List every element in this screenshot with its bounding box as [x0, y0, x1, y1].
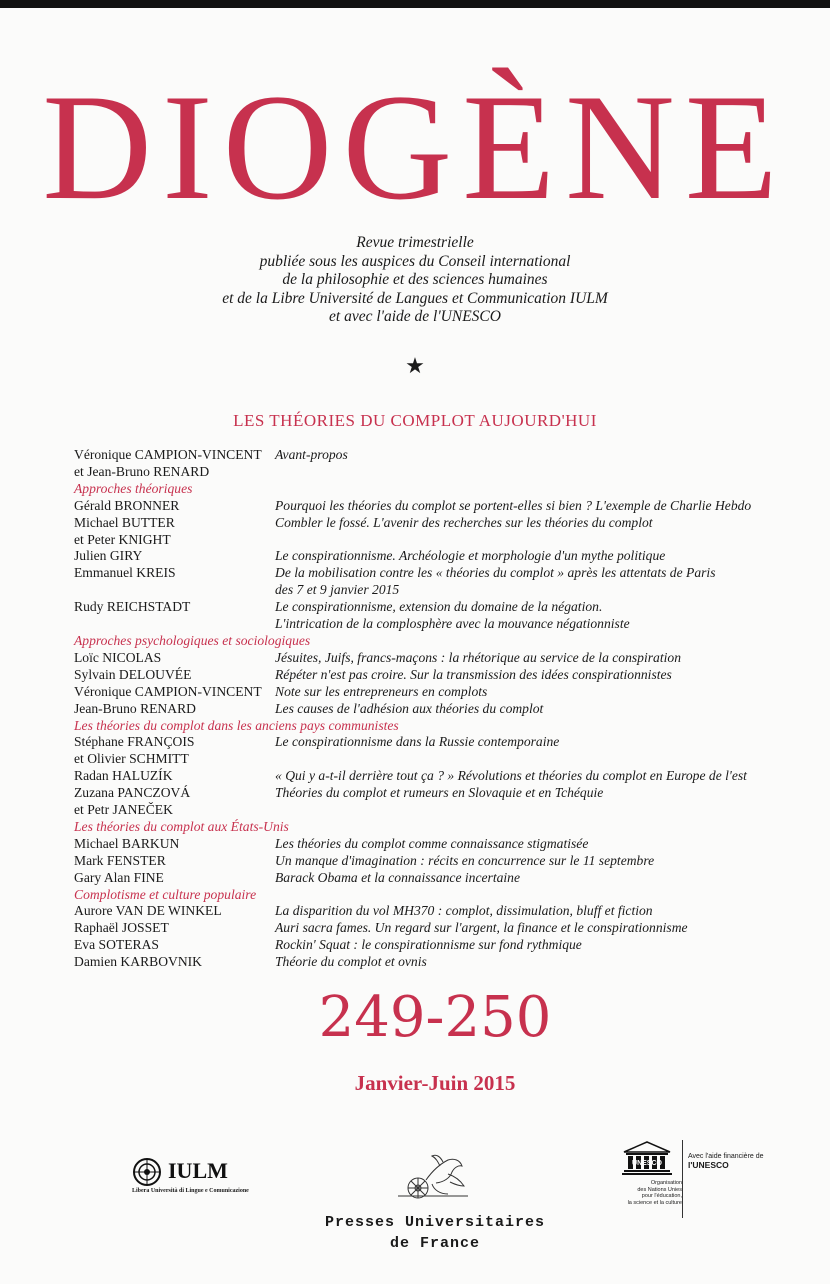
- toc-article-title: [275, 684, 487, 701]
- toc-article-title: [275, 903, 653, 920]
- publisher-line: de France: [389, 1235, 480, 1252]
- toc-article-title: [275, 599, 630, 633]
- toc-authors: [74, 565, 275, 599]
- toc-author-line: Aurore VAN DE WINKEL: [74, 903, 222, 919]
- unesco-aid-line: Avec l'aide financière de: [688, 1153, 764, 1160]
- toc-title-line: La disparition du vol MH370 : complot, dissimulation, bluff et fiction: [275, 903, 653, 919]
- toc-author-line: Michael BUTTER: [74, 514, 175, 530]
- toc-entry: [74, 903, 814, 920]
- toc-article-title: [275, 565, 716, 599]
- issue-date: Janvier-Juin 2015: [354, 1071, 516, 1095]
- unesco-logo: [612, 1140, 782, 1220]
- star-ornament: ★: [405, 353, 425, 378]
- toc-authors: [74, 599, 275, 633]
- toc-authors: [74, 870, 275, 887]
- toc-author-line: et Jean-Bruno RENARD: [74, 463, 210, 479]
- toc-entry: [74, 447, 814, 481]
- toc-entry: [74, 734, 814, 768]
- toc-title-line: Pourquoi les théories du complot se portent-elles si bien ? L'exemple de Charlie Hebdo: [275, 497, 752, 513]
- toc-entry: [74, 565, 814, 599]
- toc-authors: [74, 954, 275, 971]
- unesco-divider: [682, 1140, 683, 1218]
- subtitle-line: et de la Libre Université de Langues et Communication IULM: [222, 289, 608, 307]
- toc-title-line: De la mobilisation contre les « théories du complot » après les attentats de Paris: [275, 565, 716, 581]
- subtitle-line: de la philosophie et des sciences humaines: [282, 271, 548, 288]
- toc-authors: [74, 768, 275, 785]
- toc-author-line: Julien GIRY: [74, 548, 143, 564]
- toc-authors: [74, 515, 275, 549]
- toc-title-line: « Qui y a-t-il derrière tout ça ? » Révolutions et théories du complot en Europe de l'est: [275, 768, 747, 784]
- toc-entry: [74, 701, 814, 718]
- iulm-logo: [132, 1157, 272, 1197]
- toc-authors: [74, 785, 275, 819]
- toc-entry: [74, 650, 814, 667]
- toc-authors: [74, 684, 275, 701]
- toc-title-line: Le conspirationnisme. Archéologie et morphologie d'un mythe politique: [275, 548, 666, 564]
- issue-number: 249-250: [318, 985, 552, 1050]
- unesco-temple-icon: [622, 1140, 672, 1176]
- toc-article-title: [275, 836, 588, 853]
- toc-section-heading: Approches psychologiques et sociologiques: [74, 632, 311, 648]
- toc-authors: [74, 701, 275, 718]
- toc-authors: [74, 937, 275, 954]
- toc-authors: [74, 853, 275, 870]
- toc-title-line: Rockin' Squat : le conspirationnisme sur fond rythmique: [275, 937, 582, 953]
- toc-author-line: Gary Alan FINE: [74, 869, 164, 885]
- toc-authors: [74, 667, 275, 684]
- toc-author-line: Raphaël JOSSET: [74, 920, 169, 936]
- unesco-org-line: la science et la culture: [627, 1199, 682, 1206]
- unesco-aid-name: l'UNESCO: [688, 1160, 729, 1170]
- toc-section-heading: Les théories du complot dans les anciens pays communistes: [74, 717, 399, 733]
- toc-title-line: Auri sacra fames. Un regard sur l'argent, la finance et le conspirationnisme: [275, 920, 688, 936]
- subtitle-line: publiée sous les auspices du Conseil international: [259, 252, 571, 270]
- toc-title-line: Barack Obama et la connaissance incertaine: [275, 869, 521, 885]
- toc-author-line: Véronique CAMPION-VINCENT: [74, 447, 262, 462]
- toc-author-line: et Petr JANEČEK: [74, 802, 173, 818]
- unesco-org-line: des Nations Unies: [637, 1186, 682, 1193]
- toc-author-line: Stéphane FRANÇOIS: [74, 734, 195, 750]
- table-of-contents: [74, 447, 814, 971]
- toc-author-line: Véronique CAMPION-VINCENT: [74, 683, 262, 699]
- toc-entry: [74, 548, 814, 565]
- toc-title-line: des 7 et 9 janvier 2015: [275, 582, 400, 598]
- toc-author-line: Gérald BRONNER: [74, 497, 180, 513]
- toc-title-line: Les théories du complot comme connaissance stigmatisée: [275, 835, 589, 851]
- toc-author-line: Michael BARKUN: [74, 835, 180, 851]
- toc-title-line: Jésuites, Juifs, francs-maçons : la rhétorique au service de la conspiration: [275, 649, 681, 665]
- toc-author-line: et Olivier SCHMITT: [74, 751, 189, 767]
- toc-authors: [74, 548, 275, 565]
- publisher-line: Presses Universitaires: [324, 1214, 546, 1231]
- iulm-emblem-icon: [132, 1157, 162, 1187]
- subtitle-line: Revue trimestrielle: [356, 234, 474, 251]
- toc-author-line: Damien KARBOVNIK: [74, 954, 202, 970]
- toc-article-title: [275, 920, 688, 937]
- issue-theme: LES THÉORIES DU COMPLOT AUJOURD'HUI: [233, 411, 597, 430]
- toc-section-heading: Complotisme et culture populaire: [74, 886, 257, 902]
- toc-article-title: [275, 515, 653, 549]
- toc-title-line: Note sur les entrepreneurs en complots: [275, 683, 488, 699]
- toc-entry: [74, 836, 814, 853]
- toc-title-line: Le conspirationnisme, extension du domaine de la négation.: [275, 599, 603, 615]
- toc-author-line: Emmanuel KREIS: [74, 565, 176, 581]
- toc-article-title: [275, 667, 672, 684]
- unesco-org-line: pour l'éducation,: [641, 1193, 682, 1199]
- iulm-name: IULM: [168, 1158, 228, 1183]
- toc-title-line: Le conspirationnisme dans la Russie contemporaine: [275, 734, 560, 750]
- toc-author-line: Rudy REICHSTADT: [74, 599, 191, 615]
- toc-article-title: [275, 701, 543, 718]
- toc-entry: [74, 498, 814, 515]
- toc-article-title: [275, 498, 751, 515]
- journal-title: DIOGÈNE: [42, 63, 788, 231]
- toc-article-title: [275, 768, 747, 785]
- toc-authors: [74, 650, 275, 667]
- toc-article-title: [275, 650, 681, 667]
- toc-article-title: [275, 785, 603, 819]
- toc-authors: [74, 734, 275, 768]
- toc-author-line: Mark FENSTER: [74, 852, 166, 868]
- toc-title-line: Théorie du complot et ovnis: [275, 954, 427, 970]
- toc-authors: [74, 920, 275, 937]
- toc-author-line: Zuzana PANCZOVÁ: [74, 785, 191, 801]
- unesco-mark: UNESCO: [632, 1160, 662, 1167]
- toc-article-title: [275, 870, 520, 887]
- toc-article-title: [275, 937, 582, 954]
- toc-entry: [74, 599, 814, 633]
- toc-title-line: Combler le fossé. L'avenir des recherches sur les théories du complot: [275, 514, 653, 530]
- iulm-subtitle: Libera Università di Lingue e Comunicazione: [132, 1188, 249, 1194]
- toc-entry: [74, 954, 814, 971]
- puf-emblem-icon: [388, 1150, 478, 1202]
- toc-entry: [74, 667, 814, 684]
- toc-author-line: Sylvain DELOUVÉE: [74, 666, 192, 682]
- toc-entry: [74, 937, 814, 954]
- toc-section-heading: Les théories du complot aux États-Unis: [74, 818, 289, 834]
- toc-authors: [74, 447, 275, 481]
- toc-author-line: et Peter KNIGHT: [74, 531, 171, 547]
- top-edge: [0, 0, 830, 8]
- toc-entry: [74, 870, 814, 887]
- toc-author-line: Jean-Bruno RENARD: [74, 700, 196, 716]
- toc-author-line: Eva SOTERAS: [74, 937, 159, 953]
- toc-authors: [74, 498, 275, 515]
- toc-author-line: Loïc NICOLAS: [74, 649, 162, 665]
- toc-article-title: [275, 853, 654, 870]
- unesco-org-name: [612, 1180, 682, 1206]
- toc-author-line: Radan HALUZÍK: [74, 768, 173, 784]
- toc-title-line: L'intrication de la complosphère avec la mouvance négationniste: [275, 616, 630, 632]
- toc-article-title: [275, 954, 427, 971]
- toc-title-line: Répéter n'est pas croire. Sur la transmission des idées conspirationnistes: [275, 666, 672, 682]
- toc-title-line: Avant-propos: [275, 447, 348, 462]
- toc-article-title: [275, 548, 665, 565]
- toc-entry: [74, 785, 814, 819]
- toc-article-title: [275, 447, 348, 481]
- unesco-org-line: Organisation: [650, 1180, 682, 1186]
- journal-subtitle: [0, 234, 830, 327]
- toc-entry: [74, 920, 814, 937]
- toc-entry: [74, 684, 814, 701]
- toc-authors: [74, 903, 275, 920]
- toc-article-title: [275, 734, 559, 768]
- toc-authors: [74, 836, 275, 853]
- subtitle-line: et avec l'aide de l'UNESCO: [329, 308, 501, 325]
- toc-entry: [74, 768, 814, 785]
- toc-title-line: Théories du complot et rumeurs en Slovaquie et en Tchéquie: [275, 785, 604, 801]
- unesco-aid-text: [688, 1152, 764, 1171]
- toc-entry: [74, 853, 814, 870]
- toc-section-heading: Approches théoriques: [74, 480, 193, 496]
- toc-title-line: Un manque d'imagination : récits en concurrence sur le 11 septembre: [275, 852, 655, 868]
- toc-title-line: Les causes de l'adhésion aux théories du complot: [275, 700, 544, 716]
- toc-entry: [74, 515, 814, 549]
